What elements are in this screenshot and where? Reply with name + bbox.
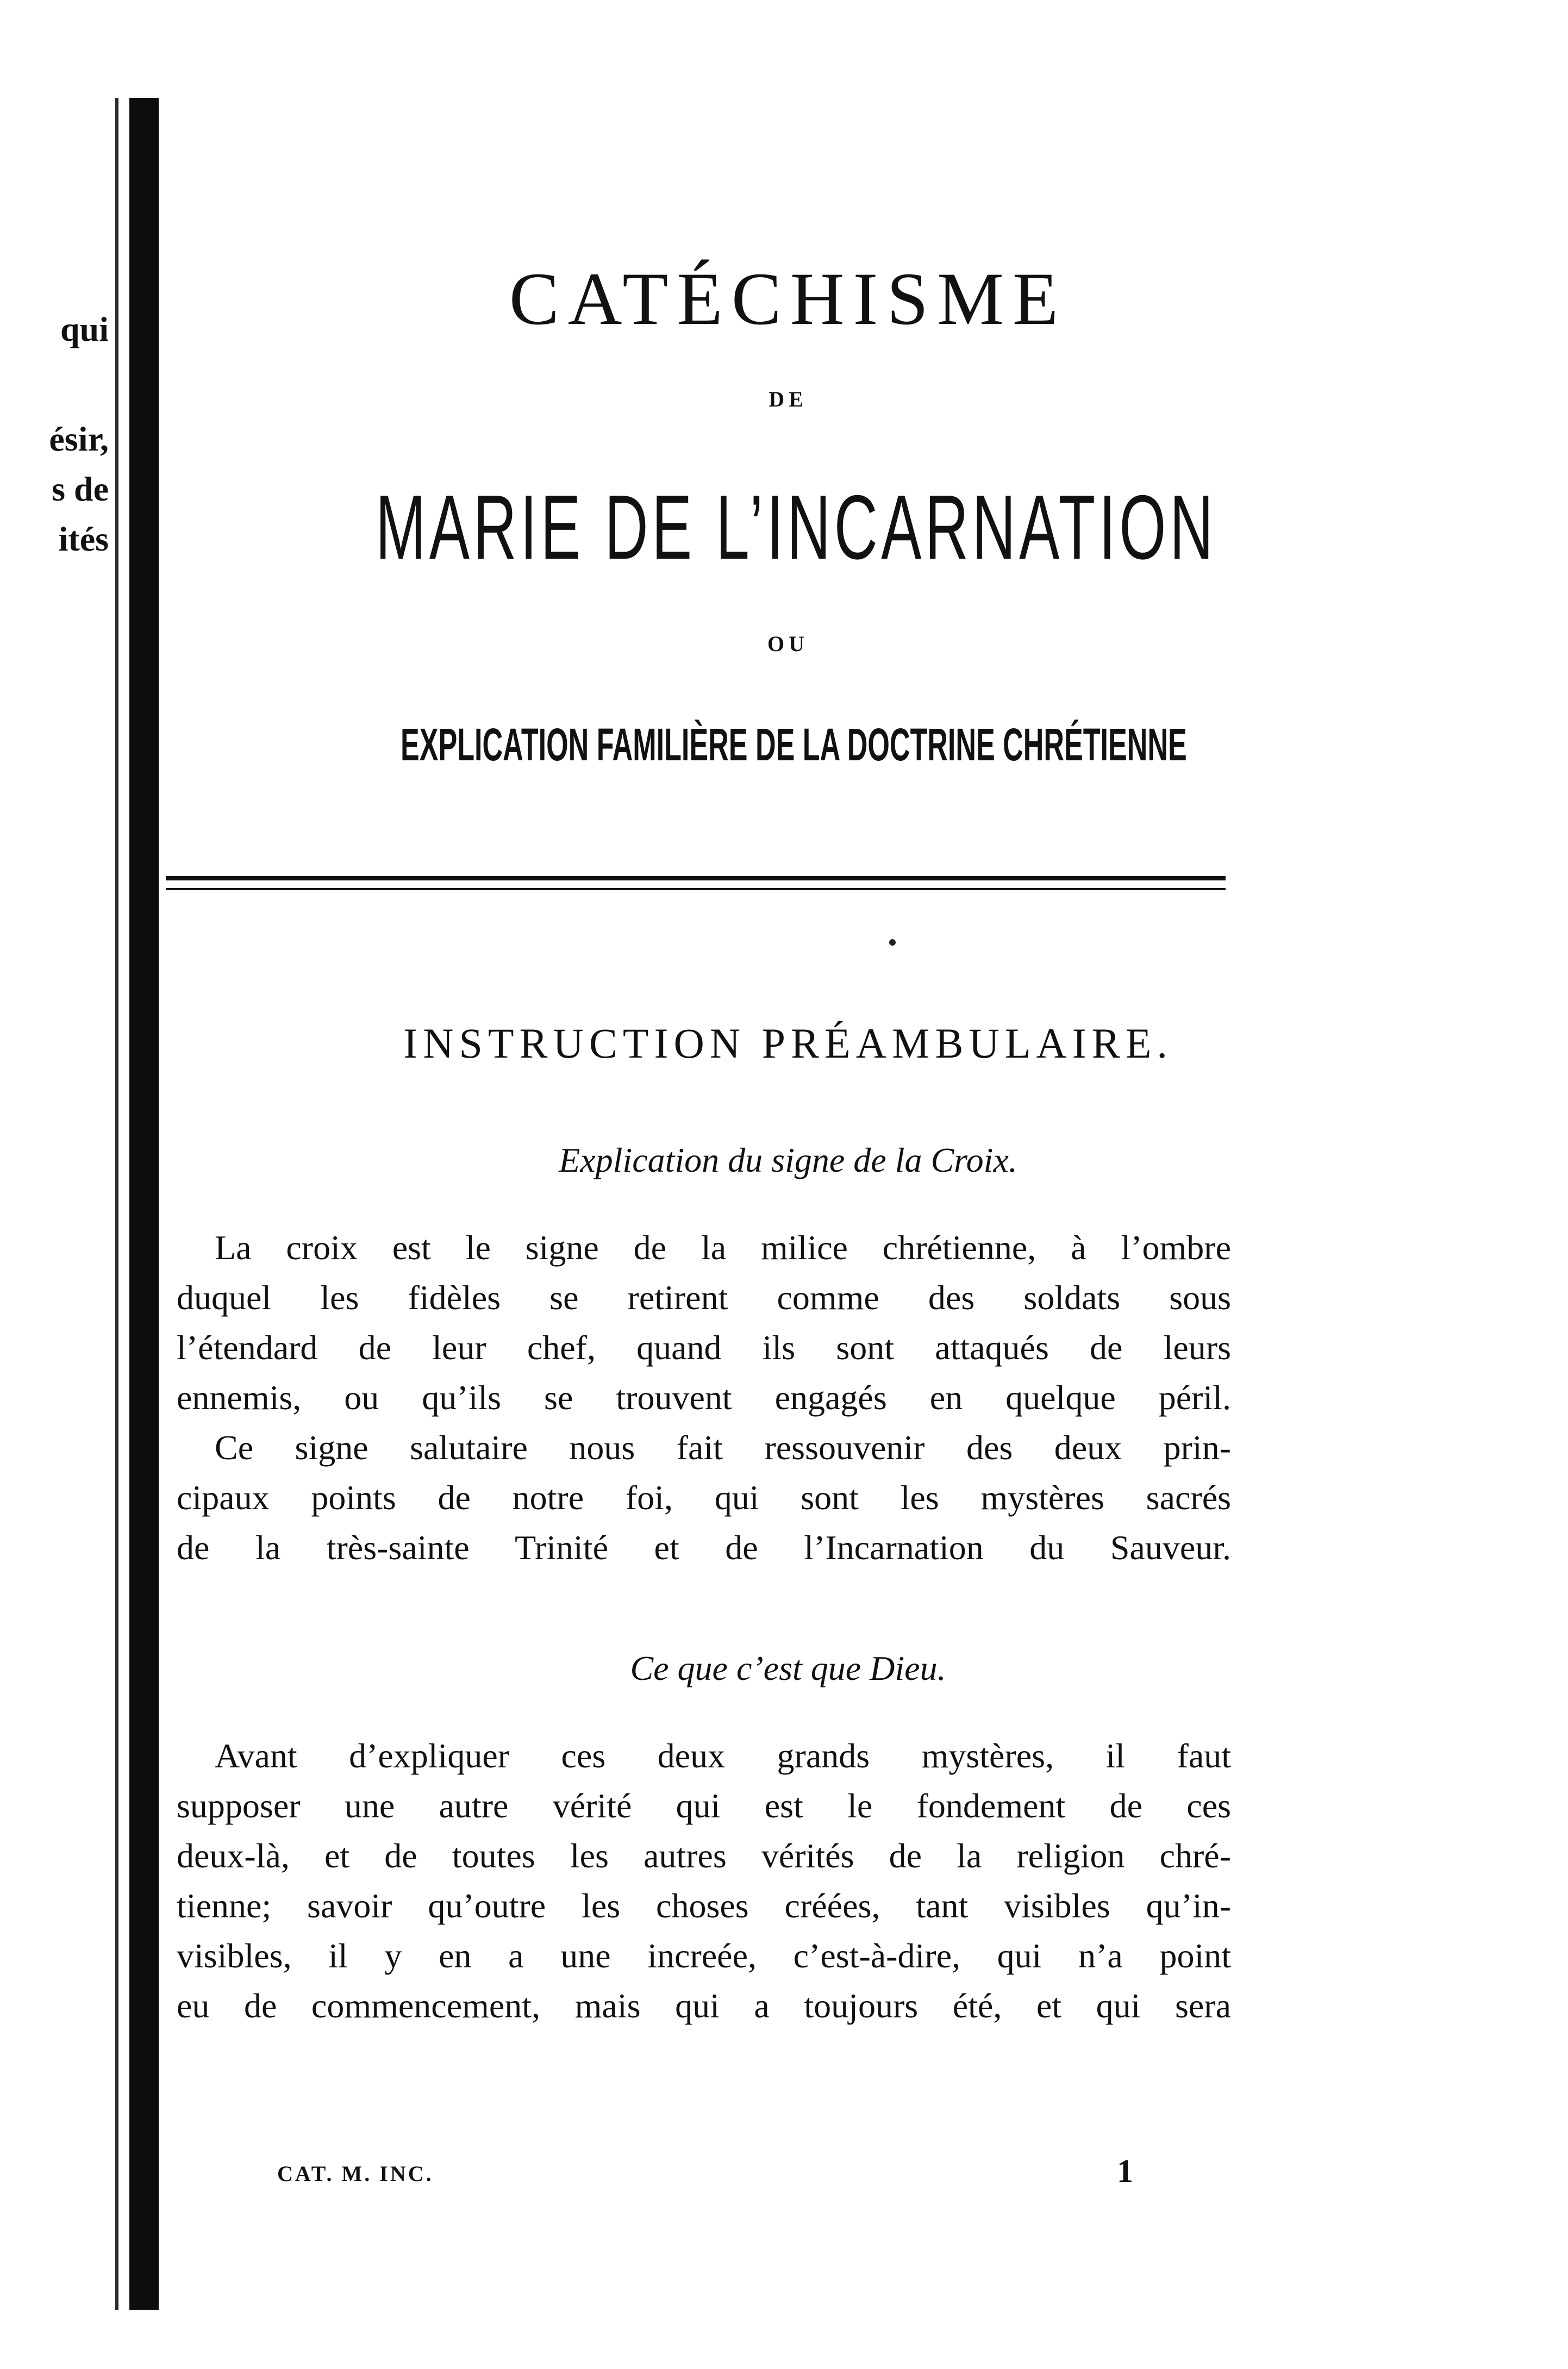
section-title: Explication du signe de la Croix. — [559, 1141, 1017, 1179]
book-gutter — [129, 98, 159, 2310]
text-line: de la très-sainte Trinité et de l’Incarnation du Sauveur. — [177, 1528, 1231, 1567]
text-line: La croix est le signe de la milice chrétienne, à l’ombre — [215, 1228, 1231, 1267]
ink-dot — [889, 939, 896, 946]
facing-word: qui — [60, 310, 109, 348]
double-rule-bottom — [166, 888, 1226, 890]
double-rule-top — [166, 876, 1226, 880]
text-line: eu de commencement, mais qui a toujours été, et qui sera — [177, 1986, 1231, 2025]
text-line: ennemis, ou qu’ils se trouvent engagés en quelque péril. — [177, 1378, 1231, 1417]
text-line: l’étendard de leur chef, quand ils sont attaqués de leurs — [177, 1328, 1231, 1367]
text-line: duquel les fidèles se retirent comme des soldats sous — [177, 1278, 1231, 1317]
chapter-heading: INSTRUCTION PRÉAMBULAIRE. — [403, 1020, 1173, 1067]
text-line: cipaux points de notre foi, qui sont les mystères sacrés — [177, 1478, 1231, 1517]
text-line: tienne; savoir qu’outre les choses créées, tant visibles qu’in- — [177, 1886, 1231, 1925]
facing-word: s de — [52, 470, 109, 508]
paragraph-sign-of-cross — [177, 1223, 1231, 1573]
text-line: deux-là, et de toutes les autres vérités de la religion chré- — [177, 1836, 1231, 1875]
signature-mark: CAT. M. INC. — [277, 2161, 434, 2186]
text-line: visibles, il y en a une increée, c’est-à-dire, qui n’a point — [177, 1936, 1231, 1975]
section-title: Ce que c’est que Dieu. — [630, 1649, 946, 1687]
gutter-edge — [115, 98, 118, 2310]
page-number: 1 — [1117, 2153, 1133, 2189]
author-name: MARIE DE L’INCARNATION — [376, 476, 1217, 578]
facing-page-bleed — [0, 304, 109, 564]
text-line: Avant d’expliquer ces deux grands mystères, il faut — [215, 1736, 1231, 1775]
paragraph-what-is-god — [177, 1731, 1231, 2031]
book-title: CATÉCHISME — [509, 257, 1067, 340]
title-connector-de: DE — [769, 387, 808, 411]
text-line: Ce signe salutaire nous fait ressouvenir des deux prin- — [215, 1428, 1231, 1467]
book-subtitle: EXPLICATION FAMILIÈRE DE LA DOCTRINE CHRÉTIENNE — [401, 719, 1187, 770]
facing-word: ités — [58, 520, 109, 558]
text-line: supposer une autre vérité qui est le fondement de ces — [177, 1786, 1231, 1825]
title-connector-ou: OU — [767, 632, 809, 656]
facing-word: ésir, — [49, 420, 109, 458]
